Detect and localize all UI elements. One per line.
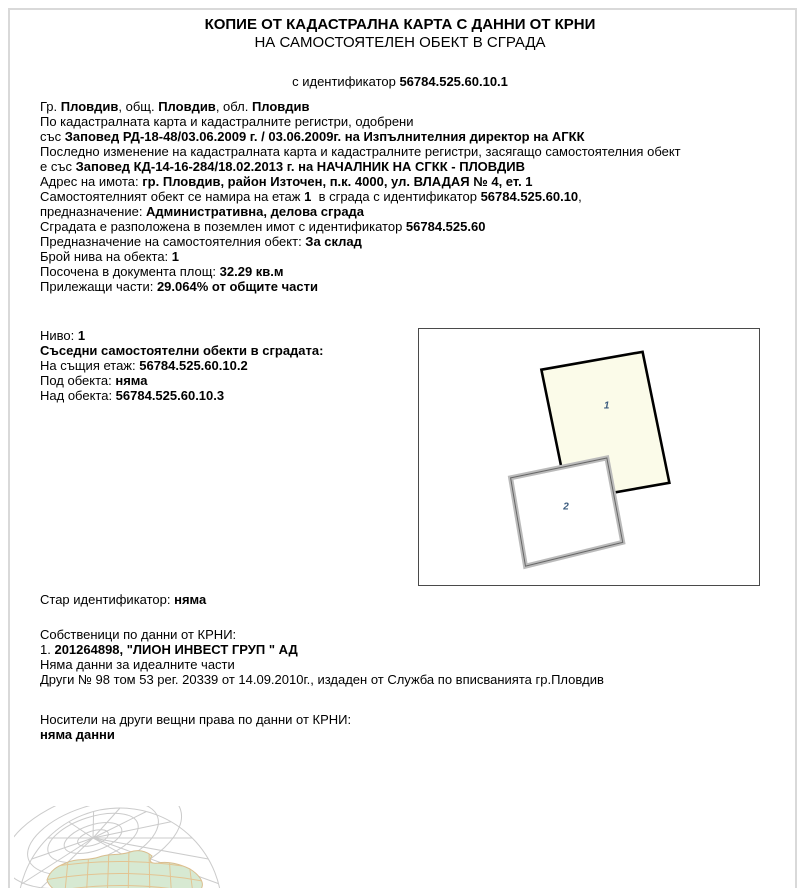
text-line (40, 99, 681, 114)
text-line (40, 657, 604, 672)
text-segment: в сграда с идентификатор (311, 189, 481, 204)
text-segment: Сградата е разположена в поземлен имот с идентификатор (40, 219, 406, 234)
text-segment: Предназначение на самостоятелния обект: (40, 234, 306, 249)
text-segment: Други № 98 том 53 рег. 20339 от 14.09.2010г., издаден от Служба по вписванията гр.Пловдив (40, 672, 604, 687)
text-line (40, 189, 681, 204)
text-line (40, 204, 681, 219)
text-segment: Адрес на имота: (40, 174, 143, 189)
text-line (40, 174, 681, 189)
text-segment: На същия етаж: (40, 358, 140, 373)
text-segment: е със (40, 159, 76, 174)
text-segment: няма (115, 373, 148, 388)
text-segment: Няма данни за идеалните части (40, 657, 235, 672)
text-segment: Административна, делова сграда (146, 204, 365, 219)
owners-block (40, 627, 604, 687)
text-segment: Над обекта: (40, 388, 116, 403)
text-line (40, 358, 323, 373)
identifier-line (0, 74, 800, 89)
text-segment: 56784.525.60.10 (480, 189, 579, 204)
text-line (40, 388, 323, 403)
text-segment: Носители на други вещни права по данни от КРНИ: (40, 712, 352, 727)
text-segment: Последно изменение на кадастралната карта и кадастралните регистри, засягащо самостоятелния обект (40, 144, 681, 159)
text-line (40, 642, 604, 657)
text-segment: няма данни (40, 727, 115, 742)
text-line (40, 592, 206, 607)
cadastral-sketch-map (418, 328, 760, 586)
text-line (40, 672, 604, 687)
text-segment: със (40, 129, 65, 144)
text-segment: Пловдив (251, 99, 310, 114)
text-segment: Заповед КД-14-16-284/18.02.2013 г. на НАЧАЛНИК НА СГКК - ПЛОВДИВ (75, 159, 526, 174)
text-segment: Заповед РД-18-48/03.06.2009 г. / 03.06.2009г. на Изпълнителния директор на АГКК (64, 129, 585, 144)
text-segment: , (578, 189, 582, 204)
text-segment: 1 (304, 189, 312, 204)
map-label-object-2: 2 (563, 501, 569, 513)
text-line (40, 727, 351, 742)
text-segment: , общ. (118, 99, 159, 114)
text-segment: Под обекта: (40, 373, 116, 388)
text-segment: , обл. (215, 99, 252, 114)
text-segment: За склад (305, 234, 362, 249)
text-line (40, 144, 681, 159)
document-title: КОПИЕ ОТ КАДАСТРАЛНА КАРТА С ДАННИ ОТ КРНИ (204, 16, 596, 33)
text-line (40, 234, 681, 249)
property-info-block (40, 99, 681, 294)
text-line (40, 159, 681, 174)
text-line (40, 129, 681, 144)
text-segment: По кадастралната карта и кадастралните регистри, одобрени (40, 114, 414, 129)
text-line (40, 279, 681, 294)
text-segment: Самостоятелният обект се намира на етаж (40, 189, 305, 204)
text-line (40, 627, 604, 642)
text-segment: няма (174, 592, 207, 607)
text-segment: Посочена в документа площ: (40, 264, 220, 279)
text-segment: 56784.525.60 (405, 219, 486, 234)
globe-bulgaria-watermark (14, 806, 228, 888)
old-identifier-block (40, 592, 206, 607)
map-label-object-1: 1 (603, 400, 610, 412)
text-line (40, 114, 681, 129)
text-segment: 1. (40, 642, 55, 657)
text-segment: 56784.525.60.10.2 (139, 358, 248, 373)
text-line (40, 343, 323, 358)
text-segment: предназначение: (40, 204, 147, 219)
text-segment: гр. Пловдив, район Източен, п.к. 4000, ул. ВЛАДАЯ № 4, ет. 1 (142, 174, 533, 189)
text-segment: 1 (171, 249, 180, 264)
text-segment: Пловдив (60, 99, 119, 114)
text-segment: Брой нива на обекта: (40, 249, 172, 264)
text-segment: Гр. (40, 99, 61, 114)
text-segment: Стар идентификатор: (40, 592, 175, 607)
text-line (40, 264, 681, 279)
text-line (40, 219, 681, 234)
text-segment: 29.064% от общите части (156, 279, 318, 294)
text-segment: 201264898, "ЛИОН ИНВЕСТ ГРУП " АД (54, 642, 298, 657)
text-line (40, 373, 323, 388)
text-segment: 56784.525.60.10.3 (115, 388, 225, 403)
identifier-value: 56784.525.60.10.1 (399, 74, 508, 89)
text-segment: Пловдив (158, 99, 216, 114)
identifier-prefix: с идентификатор (292, 74, 400, 89)
text-segment: Ниво: (40, 328, 78, 343)
text-segment: Собственици по данни от КРНИ: (40, 627, 237, 642)
level-info-block (40, 328, 323, 403)
text-line (40, 328, 323, 343)
other-rights-block (40, 712, 351, 742)
text-line (40, 249, 681, 264)
document-subtitle: НА САМОСТОЯТЕЛЕН ОБЕКТ В СГРАДА (254, 34, 546, 51)
text-line (40, 712, 351, 727)
text-segment: Съседни самостоятелни обекти в сградата: (40, 343, 324, 358)
text-segment: 1 (77, 328, 86, 343)
text-segment: 32.29 кв.м (219, 264, 284, 279)
text-segment: Прилежащи части: (40, 279, 157, 294)
